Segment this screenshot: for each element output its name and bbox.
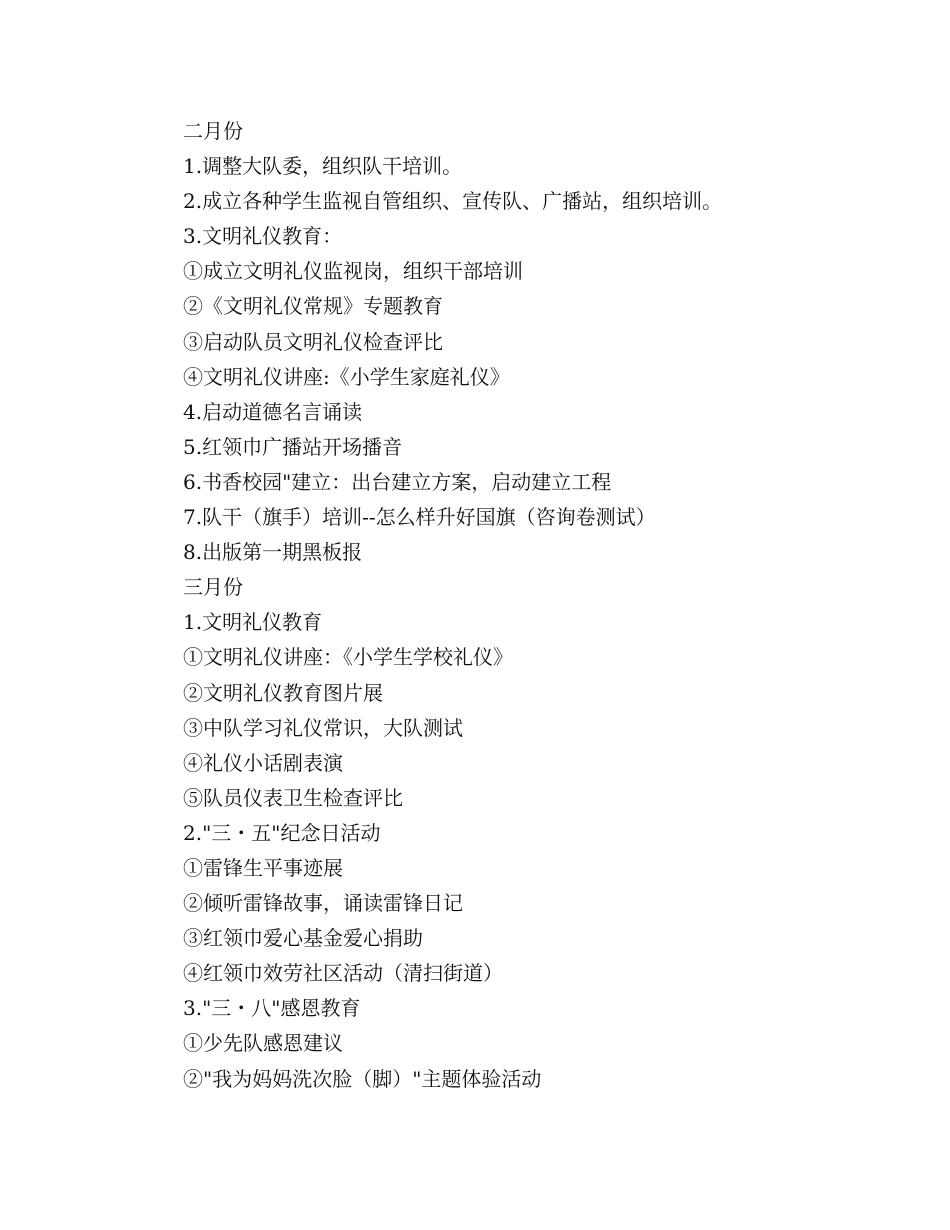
sub-list-item: ③中队学习礼仪常识，大队测试: [183, 715, 463, 740]
sub-list-item: ②倾听雷锋故事，诵读雷锋日记: [183, 891, 463, 916]
sub-list-item: ②"我为妈妈洗次脸（脚）"主题体验活动: [183, 1066, 542, 1091]
list-item: 1.调整大队委，组织队干培训。: [183, 154, 463, 179]
sub-list-item: ①成立文明礼仪监视岗，组织干部培训: [183, 259, 523, 284]
list-item: 8.出版第一期黑板报: [183, 540, 363, 565]
list-item: 1.文明礼仪教育: [183, 610, 323, 635]
section-heading-february: 二月份: [183, 119, 243, 143]
sub-list-item: ④文明礼仪讲座:《小学生家庭礼仪》: [183, 364, 510, 389]
sub-list-item: ②《文明礼仪常规》专题教育: [183, 294, 443, 319]
sub-list-item: ⑤队员仪表卫生检查评比: [183, 785, 403, 810]
list-item: 3."三・八"感恩教育: [183, 996, 361, 1021]
sub-list-item: ①雷锋生平事迹展: [183, 855, 343, 880]
list-item: 3.文明礼仪教育：: [183, 224, 343, 249]
sub-list-item: ③红领巾爱心基金爱心捐助: [183, 926, 423, 951]
list-item: 5.红领巾广播站开场播音: [183, 434, 403, 459]
sub-list-item: ①文明礼仪讲座：《小学生学校礼仪》: [183, 645, 513, 670]
sub-list-item: ④红领巾效劳社区活动（清扫街道）: [183, 961, 503, 986]
list-item: 2.成立各种学生监视自管组织、宣传队、广播站，组织培训。: [183, 189, 723, 214]
list-item: 6.书香校园"建立：出台建立方案，启动建立工程: [183, 469, 612, 494]
sub-list-item: ③启动队员文明礼仪检查评比: [183, 329, 443, 354]
sub-list-item: ④礼仪小话剧表演: [183, 750, 343, 775]
list-item: 4.启动道德名言诵读: [183, 399, 363, 424]
document-body: [183, 114, 903, 1097]
list-item: 2."三・五"纪念日活动: [183, 820, 381, 845]
section-heading-march: 三月份: [183, 575, 243, 600]
sub-list-item: ①少先队感恩建议: [183, 1031, 343, 1056]
list-item: 7.队干（旗手）培训--怎么样升好国旗（咨询卷测试）: [183, 505, 656, 530]
sub-list-item: ②文明礼仪教育图片展: [183, 680, 383, 705]
